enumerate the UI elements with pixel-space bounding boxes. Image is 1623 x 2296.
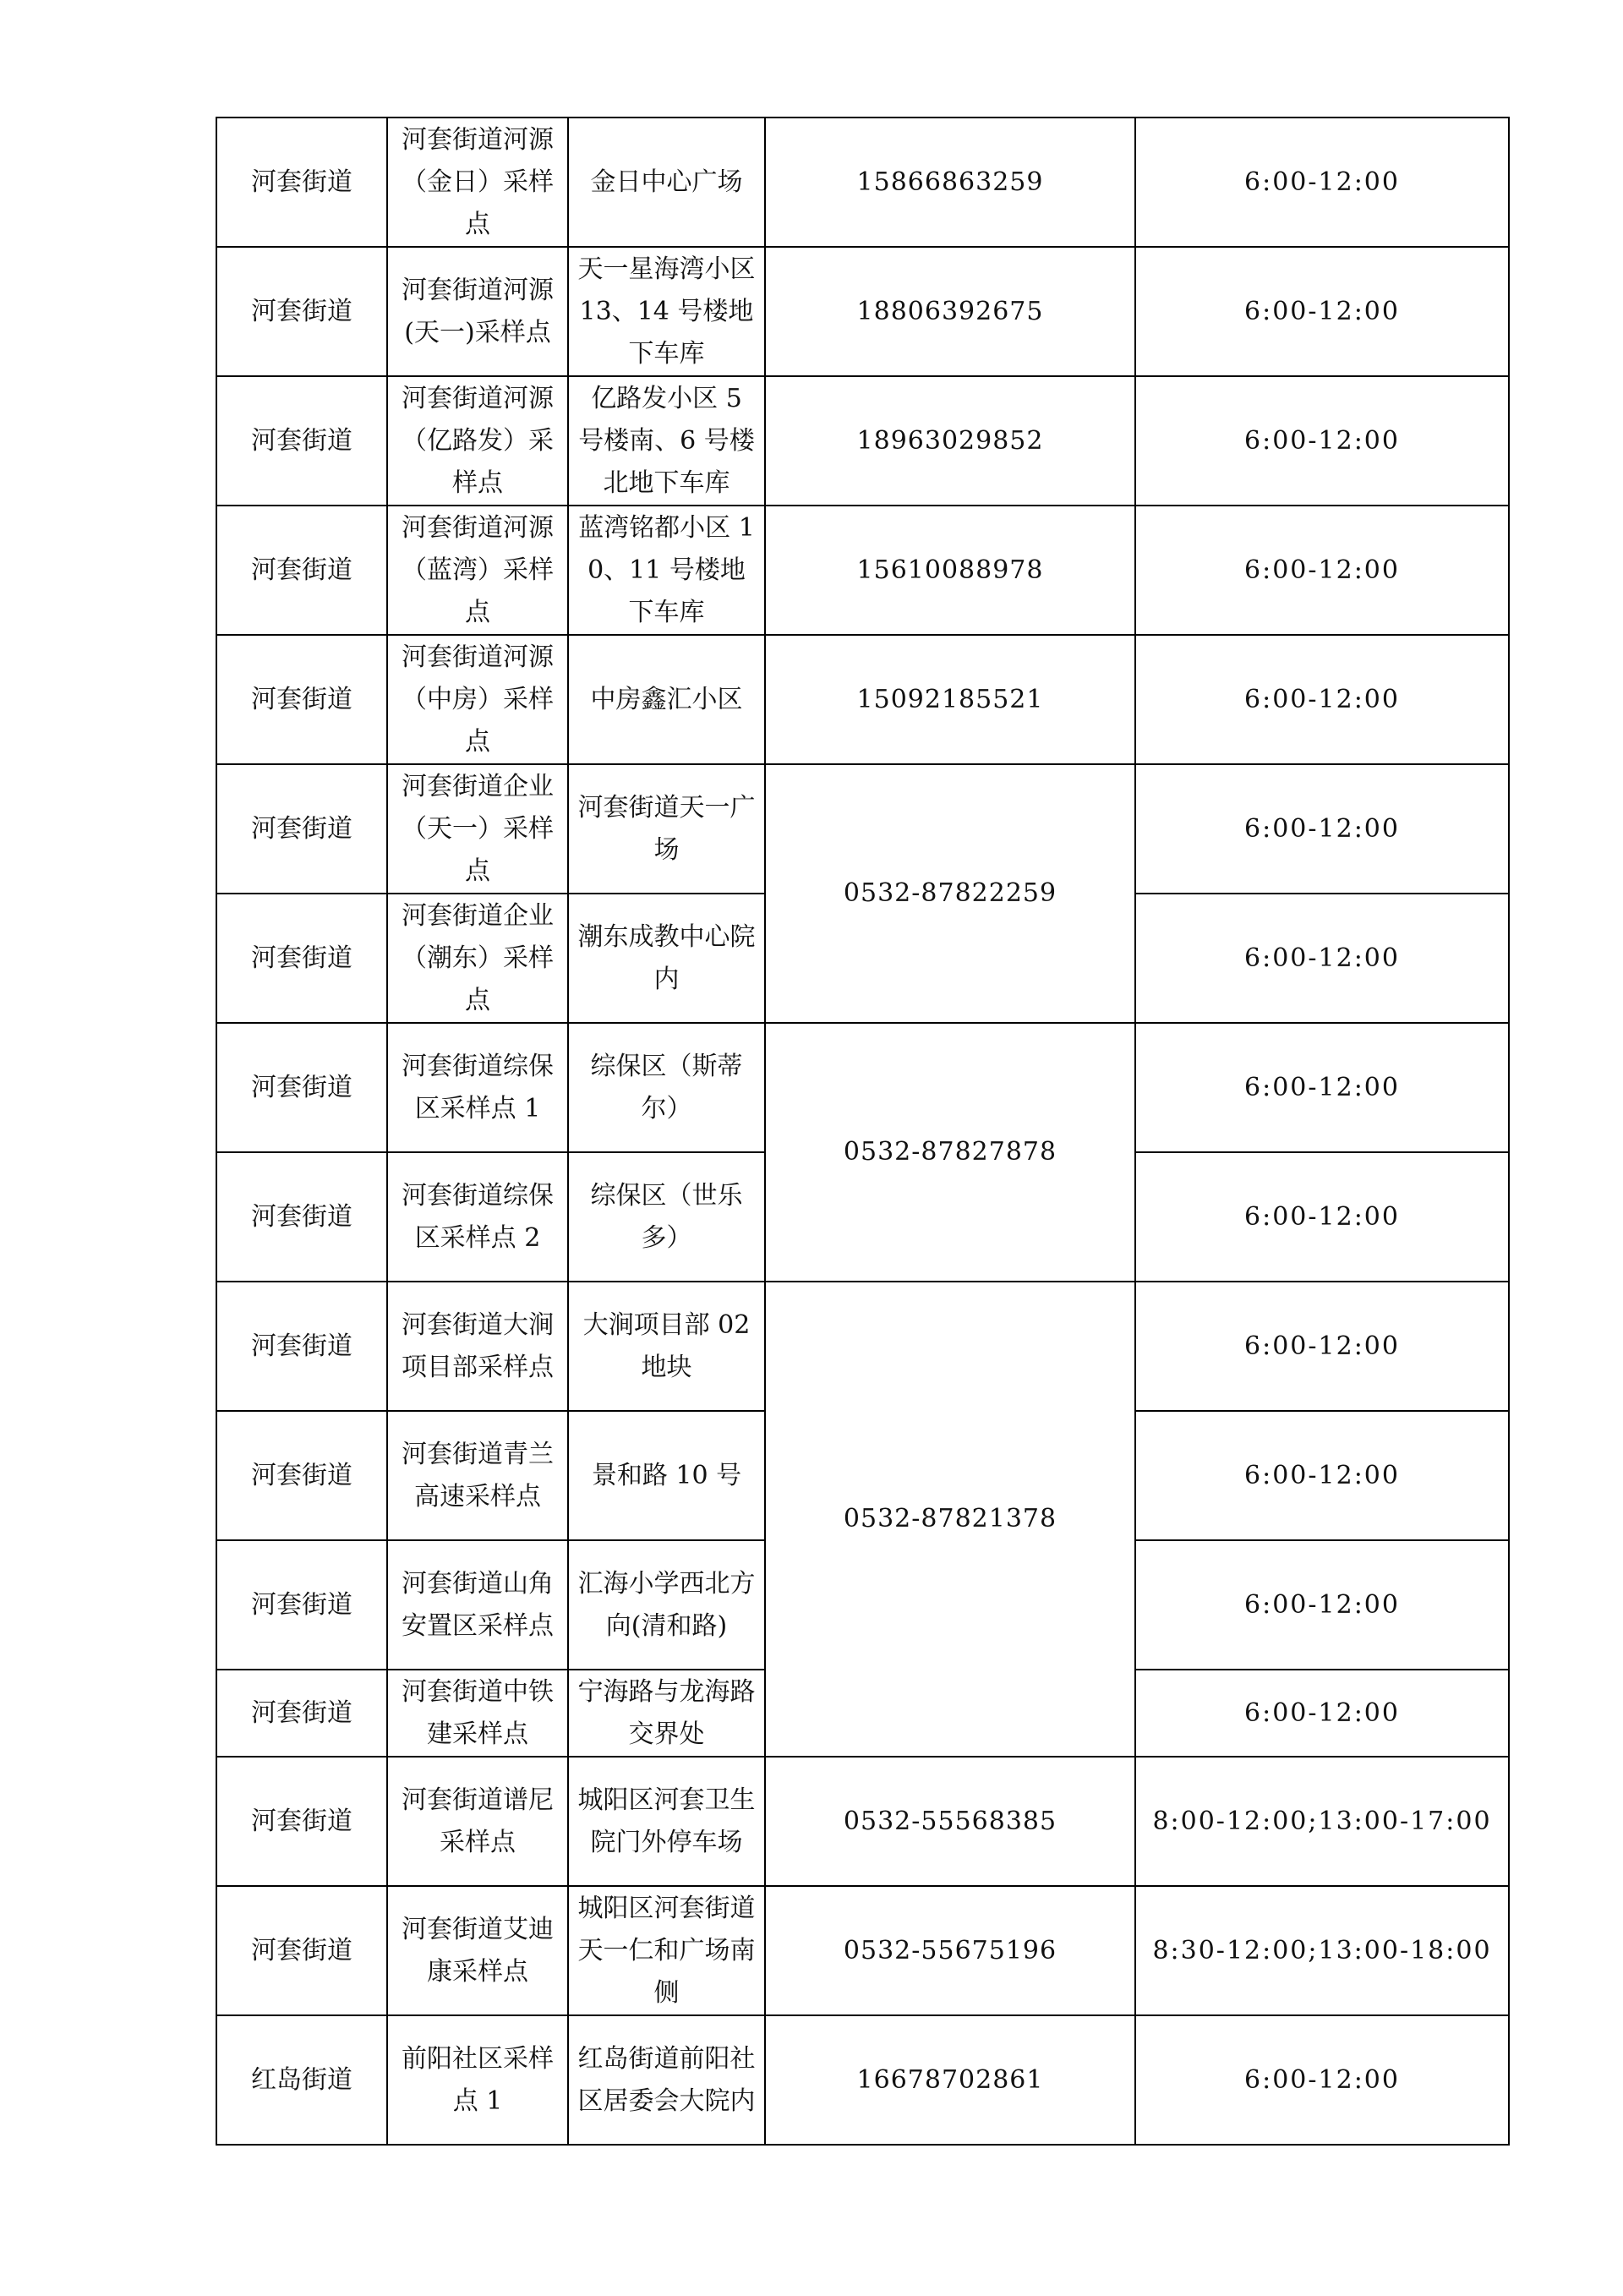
table-row [216,1886,1509,2015]
hours-cell: 6:00-12:00 [1135,2015,1509,2145]
site-name-cell: 河套街道综保区采样点 1 [387,1023,568,1152]
table-row [216,1023,1509,1152]
hours-cell: 6:00-12:00 [1135,1670,1509,1757]
phone-cell: 0532-55568385 [765,1757,1135,1886]
site-name-cell: 河套街道青兰高速采样点 [387,1411,568,1540]
phone-cell: 0532-87821378 [765,1282,1135,1757]
table-row [216,1757,1509,1886]
sampling-sites-table [216,117,1510,2146]
street-cell: 河套街道 [216,1023,387,1152]
phone-cell: 0532-87822259 [765,764,1135,1023]
street-cell: 河套街道 [216,247,387,376]
table-row [216,118,1509,247]
phone-cell: 16678702861 [765,2015,1135,2145]
address-cell: 景和路 10 号 [568,1411,765,1540]
site-name-cell: 河套街道大涧项目部采样点 [387,1282,568,1411]
site-name-cell: 河套街道企业（天一）采样点 [387,764,568,894]
address-cell: 大涧项目部 02 地块 [568,1282,765,1411]
phone-cell: 15866863259 [765,118,1135,247]
site-name-cell: 河套街道企业（潮东）采样点 [387,894,568,1023]
address-cell: 金日中心广场 [568,118,765,247]
hours-cell: 6:00-12:00 [1135,894,1509,1023]
address-cell: 汇海小学西北方向(清和路) [568,1540,765,1670]
phone-cell: 0532-55675196 [765,1886,1135,2015]
street-cell: 河套街道 [216,1757,387,1886]
hours-cell: 6:00-12:00 [1135,1411,1509,1540]
address-cell: 河套街道天一广场 [568,764,765,894]
street-cell: 河套街道 [216,894,387,1023]
hours-cell: 6:00-12:00 [1135,506,1509,635]
table-row [216,2015,1509,2145]
hours-cell: 6:00-12:00 [1135,1540,1509,1670]
table-row [216,247,1509,376]
hours-cell: 6:00-12:00 [1135,1152,1509,1282]
address-cell: 天一星海湾小区 13、14 号楼地下车库 [568,247,765,376]
hours-cell: 6:00-12:00 [1135,635,1509,764]
address-cell: 宁海路与龙海路交界处 [568,1670,765,1757]
street-cell: 河套街道 [216,635,387,764]
site-name-cell: 河套街道河源（中房）采样点 [387,635,568,764]
site-name-cell: 河套街道河源（亿路发）采样点 [387,376,568,506]
phone-cell: 18963029852 [765,376,1135,506]
table-row [216,764,1509,894]
site-name-cell: 河套街道河源(天一)采样点 [387,247,568,376]
street-cell: 河套街道 [216,1282,387,1411]
street-cell: 河套街道 [216,506,387,635]
address-cell: 城阳区河套卫生院门外停车场 [568,1757,765,1886]
hours-cell: 6:00-12:00 [1135,764,1509,894]
address-cell: 综保区（世乐多） [568,1152,765,1282]
hours-cell: 6:00-12:00 [1135,376,1509,506]
address-cell: 潮东成教中心院内 [568,894,765,1023]
address-cell: 蓝湾铭都小区 10、11 号楼地下车库 [568,506,765,635]
site-name-cell: 河套街道艾迪康采样点 [387,1886,568,2015]
address-cell: 城阳区河套街道天一仁和广场南侧 [568,1886,765,2015]
site-name-cell: 前阳社区采样点 1 [387,2015,568,2145]
street-cell: 河套街道 [216,1670,387,1757]
hours-cell: 6:00-12:00 [1135,1282,1509,1411]
street-cell: 河套街道 [216,1886,387,2015]
street-cell: 河套街道 [216,1152,387,1282]
site-name-cell: 河套街道综保区采样点 2 [387,1152,568,1282]
address-cell: 综保区（斯蒂尔） [568,1023,765,1152]
phone-cell: 15092185521 [765,635,1135,764]
site-name-cell: 河套街道谱尼采样点 [387,1757,568,1886]
hours-cell: 6:00-12:00 [1135,118,1509,247]
street-cell: 河套街道 [216,1411,387,1540]
hours-cell: 6:00-12:00 [1135,1023,1509,1152]
site-name-cell: 河套街道中铁建采样点 [387,1670,568,1757]
address-cell: 中房鑫汇小区 [568,635,765,764]
street-cell: 河套街道 [216,764,387,894]
phone-cell: 15610088978 [765,506,1135,635]
street-cell: 河套街道 [216,1540,387,1670]
street-cell: 河套街道 [216,118,387,247]
hours-cell: 8:00-12:00;13:00-17:00 [1135,1757,1509,1886]
phone-cell: 0532-87827878 [765,1023,1135,1282]
hours-cell: 6:00-12:00 [1135,247,1509,376]
site-name-cell: 河套街道山角安置区采样点 [387,1540,568,1670]
table-row [216,1282,1509,1411]
address-cell: 亿路发小区 5 号楼南、6 号楼北地下车库 [568,376,765,506]
table-row [216,635,1509,764]
table-row [216,506,1509,635]
hours-cell: 8:30-12:00;13:00-18:00 [1135,1886,1509,2015]
street-cell: 河套街道 [216,376,387,506]
street-cell: 红岛街道 [216,2015,387,2145]
table-row [216,376,1509,506]
site-name-cell: 河套街道河源（金日）采样点 [387,118,568,247]
phone-cell: 18806392675 [765,247,1135,376]
site-name-cell: 河套街道河源（蓝湾）采样点 [387,506,568,635]
document-page [216,117,1508,2146]
address-cell: 红岛街道前阳社区居委会大院内 [568,2015,765,2145]
